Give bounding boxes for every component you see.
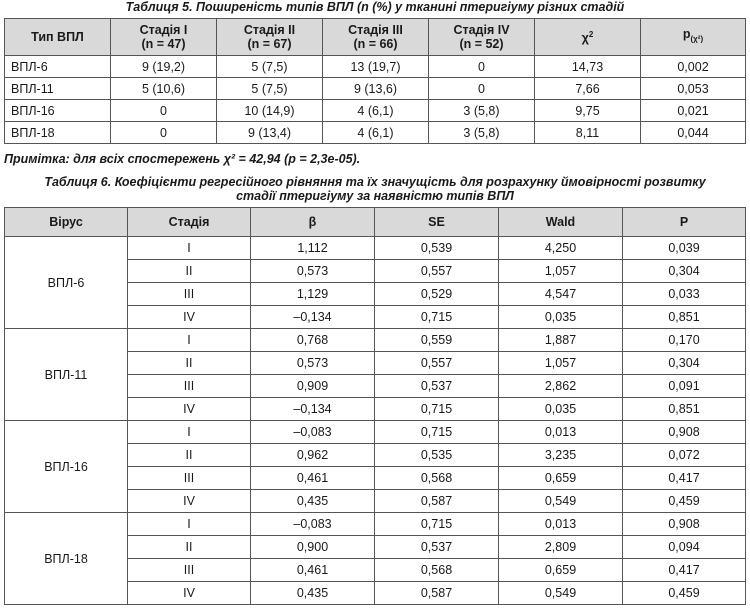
table5-cell-chi: 7,66: [535, 78, 641, 100]
table6-cell-wald: 0,035: [499, 306, 623, 329]
table6-cell-wald: 2,862: [499, 375, 623, 398]
table6-cell-se: 0,568: [375, 559, 499, 582]
table6-cell-wald: 4,547: [499, 283, 623, 306]
table-row: [5, 78, 746, 100]
table6-cell-stage: I: [128, 421, 251, 444]
table6-cell-beta: 1,129: [251, 283, 375, 306]
table6-cell-virus: ВПЛ-6: [5, 237, 128, 329]
table6-cell-wald: 0,549: [499, 582, 623, 605]
table6-cell-se: 0,557: [375, 352, 499, 375]
table5-cell-type: ВПЛ-6: [5, 56, 111, 78]
table5-cell-chi: 9,75: [535, 100, 641, 122]
table5-header-chi: [535, 19, 641, 56]
table-row: [5, 237, 746, 260]
table5-header-stage4-n: (n = 52): [459, 37, 504, 51]
table5-cell-s4: 0: [429, 56, 535, 78]
table5-header-stage1: [111, 19, 217, 56]
table5-header-row: [5, 19, 746, 56]
table6-cell-wald: 1,057: [499, 260, 623, 283]
table-row: [5, 513, 746, 536]
table6-cell-se: 0,537: [375, 536, 499, 559]
table6-cell-p: 0,072: [623, 444, 746, 467]
table5: [4, 18, 746, 144]
table6-cell-se: 0,568: [375, 467, 499, 490]
table6-cell-stage: III: [128, 283, 251, 306]
table5-cell-s1: 0: [111, 100, 217, 122]
table-row: [5, 100, 746, 122]
table5-cell-p: 0,044: [641, 122, 746, 144]
table6: [4, 207, 746, 605]
table6-cell-stage: III: [128, 467, 251, 490]
table6-cell-se: 0,715: [375, 421, 499, 444]
table6-cell-beta: 0,461: [251, 559, 375, 582]
table5-header-p-sub: (χ²): [690, 34, 704, 44]
table5-cell-s2: 5 (7,5): [217, 78, 323, 100]
table5-cell-s1: 0: [111, 122, 217, 144]
table6-cell-wald: 0,659: [499, 559, 623, 582]
table6-cell-stage: III: [128, 375, 251, 398]
table6-cell-p: 0,033: [623, 283, 746, 306]
table5-header-chi-sup: 2: [588, 30, 594, 40]
table5-header-stage3-n: (n = 66): [353, 37, 398, 51]
table5-header-p-symbol: p: [682, 27, 691, 42]
table5-cell-s4: 0: [429, 78, 535, 100]
table6-cell-stage: I: [128, 237, 251, 260]
table6-cell-wald: 0,013: [499, 513, 623, 536]
table6-cell-p: 0,417: [623, 559, 746, 582]
table6-cell-beta: 0,768: [251, 329, 375, 352]
table5-header-stage2-n: (n = 67): [247, 37, 292, 51]
table6-cell-stage: II: [128, 536, 251, 559]
table6-cell-beta: –0,083: [251, 421, 375, 444]
table6-cell-p: 0,417: [623, 467, 746, 490]
table6-cell-beta: 0,962: [251, 444, 375, 467]
table6-cell-se: 0,715: [375, 398, 499, 421]
table6-cell-beta: 0,461: [251, 467, 375, 490]
table5-header-stage4: [429, 19, 535, 56]
table5-caption: Таблиця 5. Поширеність типів ВПЛ (n (%) у тканині птеригіуму різних стадій: [125, 0, 625, 14]
table5-cell-s3: 4 (6,1): [323, 100, 429, 122]
table6-cell-wald: 0,035: [499, 398, 623, 421]
table6-header-stage: Стадія: [128, 208, 251, 237]
table6-cell-stage: IV: [128, 582, 251, 605]
table6-header-beta: β: [251, 208, 375, 237]
table6-cell-stage: IV: [128, 490, 251, 513]
table-row: [5, 421, 746, 444]
table6-cell-stage: III: [128, 559, 251, 582]
table6-cell-p: 0,304: [623, 260, 746, 283]
table5-header-stage1-label: Стадія I: [139, 23, 188, 37]
table5-cell-s1: 5 (10,6): [111, 78, 217, 100]
table6-cell-wald: 0,549: [499, 490, 623, 513]
table6-cell-virus: ВПЛ-11: [5, 329, 128, 421]
table6-header-virus: Вірус: [5, 208, 128, 237]
table6-cell-stage: II: [128, 260, 251, 283]
table6-cell-se: 0,537: [375, 375, 499, 398]
table6-cell-se: 0,715: [375, 306, 499, 329]
table6-cell-beta: 0,573: [251, 352, 375, 375]
table5-cell-s3: 4 (6,1): [323, 122, 429, 144]
table6-cell-stage: II: [128, 444, 251, 467]
table6-header-se: SE: [375, 208, 499, 237]
table6-cell-se: 0,529: [375, 283, 499, 306]
table6-cell-p: 0,459: [623, 490, 746, 513]
table6-header-wald: Wald: [499, 208, 623, 237]
table5-header-stage2-label: Стадія II: [243, 23, 296, 37]
table6-cell-se: 0,539: [375, 237, 499, 260]
table5-header-p: [641, 19, 746, 56]
table6-cell-p: 0,170: [623, 329, 746, 352]
table6-caption-line2: стадії птеригіуму за наявністю типів ВПЛ: [236, 189, 514, 203]
table6-cell-virus: ВПЛ-18: [5, 513, 128, 605]
table5-header-stage3-label: Стадія III: [348, 23, 403, 37]
table6-cell-beta: 0,573: [251, 260, 375, 283]
table6-caption-line1: Таблиця 6. Коефіцієнти регресійного рівняння та їх значущість для розрахунку ймовірності розвитку: [44, 175, 706, 189]
table6-caption: [0, 175, 750, 203]
table-row: [5, 56, 746, 78]
table5-cell-p: 0,053: [641, 78, 746, 100]
table5-cell-s2: 10 (14,9): [217, 100, 323, 122]
table6-cell-beta: 1,112: [251, 237, 375, 260]
table5-cell-chi: 8,11: [535, 122, 641, 144]
table6-cell-wald: 2,809: [499, 536, 623, 559]
table6-cell-p: 0,908: [623, 513, 746, 536]
table5-cell-s4: 3 (5,8): [429, 100, 535, 122]
table6-cell-se: 0,535: [375, 444, 499, 467]
table-row: [5, 122, 746, 144]
table5-cell-s1: 9 (19,2): [111, 56, 217, 78]
table5-header-type: Тип ВПЛ: [5, 19, 111, 56]
table5-cell-p: 0,021: [641, 100, 746, 122]
table6-cell-se: 0,587: [375, 490, 499, 513]
table5-cell-type: ВПЛ-18: [5, 122, 111, 144]
table6-cell-wald: 0,013: [499, 421, 623, 444]
table6-cell-stage: II: [128, 352, 251, 375]
table6-cell-p: 0,851: [623, 398, 746, 421]
table5-cell-s4: 3 (5,8): [429, 122, 535, 144]
table6-cell-p: 0,459: [623, 582, 746, 605]
table6-cell-p: 0,039: [623, 237, 746, 260]
table6-cell-wald: 0,659: [499, 467, 623, 490]
table6-cell-se: 0,715: [375, 513, 499, 536]
table6-cell-beta: 0,909: [251, 375, 375, 398]
table5-cell-type: ВПЛ-11: [5, 78, 111, 100]
table-row: [5, 329, 746, 352]
table5-cell-s3: 9 (13,6): [323, 78, 429, 100]
table6-cell-stage: IV: [128, 398, 251, 421]
table5-note: Примітка: для всіх спостережень χ² = 42,94 (р = 2,3е-05).: [4, 152, 361, 166]
table6-cell-wald: 4,250: [499, 237, 623, 260]
table5-header-stage1-n: (n = 47): [141, 37, 186, 51]
table5-cell-chi: 14,73: [535, 56, 641, 78]
table6-cell-virus: ВПЛ-16: [5, 421, 128, 513]
table6-cell-p: 0,091: [623, 375, 746, 398]
table6-cell-se: 0,557: [375, 260, 499, 283]
table6-cell-stage: I: [128, 329, 251, 352]
table6-cell-wald: 1,057: [499, 352, 623, 375]
table6-cell-stage: I: [128, 513, 251, 536]
table5-cell-s2: 9 (13,4): [217, 122, 323, 144]
table5-header-stage3: [323, 19, 429, 56]
table5-header-chi-symbol: χ: [581, 31, 589, 46]
table6-cell-se: 0,559: [375, 329, 499, 352]
table6-cell-beta: –0,134: [251, 306, 375, 329]
table6-cell-stage: IV: [128, 306, 251, 329]
table6-cell-p: 0,851: [623, 306, 746, 329]
table6-cell-se: 0,587: [375, 582, 499, 605]
table5-header-stage2: [217, 19, 323, 56]
table5-cell-p: 0,002: [641, 56, 746, 78]
table5-header-stage4-label: Стадія IV: [453, 23, 510, 37]
table6-cell-wald: 1,887: [499, 329, 623, 352]
table6-cell-beta: –0,134: [251, 398, 375, 421]
table6-header-p: P: [623, 208, 746, 237]
table6-cell-p: 0,094: [623, 536, 746, 559]
table5-cell-s2: 5 (7,5): [217, 56, 323, 78]
table6-header-row: [5, 208, 746, 237]
table6-cell-wald: 3,235: [499, 444, 623, 467]
table6-cell-beta: 0,435: [251, 582, 375, 605]
table6-cell-beta: –0,083: [251, 513, 375, 536]
table6-cell-beta: 0,900: [251, 536, 375, 559]
table6-cell-p: 0,304: [623, 352, 746, 375]
table5-cell-type: ВПЛ-16: [5, 100, 111, 122]
table6-cell-beta: 0,435: [251, 490, 375, 513]
table6-cell-p: 0,908: [623, 421, 746, 444]
table5-cell-s3: 13 (19,7): [323, 56, 429, 78]
